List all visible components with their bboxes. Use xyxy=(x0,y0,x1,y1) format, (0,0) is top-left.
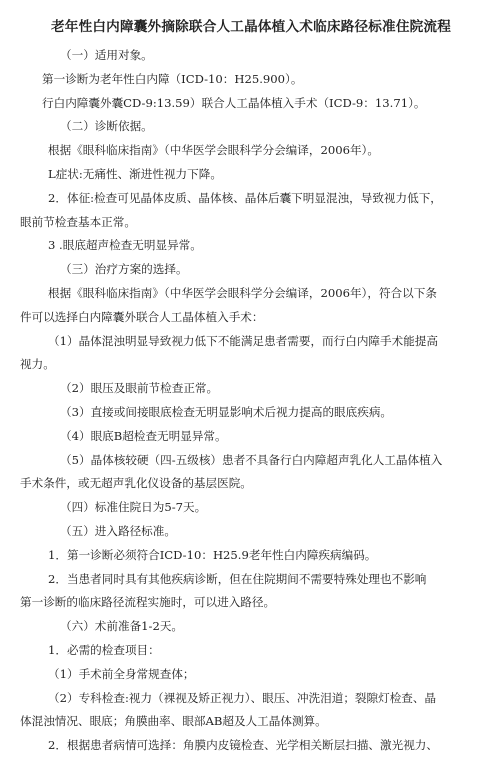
paragraph-line: 根据《眼科临床指南》（中华医学会眼科学分会编译，2006年），符合以下条 xyxy=(48,285,437,300)
list-item: （5）晶体核较硬（四-五级核）患者不具备行白内障超声乳化人工晶体植入 xyxy=(60,452,443,467)
paragraph-line: 第一诊断的临床路径流程实施时，可以进入路径。 xyxy=(20,595,276,610)
section-heading: （四）标准住院日为5-7天。 xyxy=(60,500,207,515)
list-item: （1）手术前全身常规查体； xyxy=(48,666,195,681)
paragraph-line: L症状:无痛性、渐进性视力下降。 xyxy=(48,166,222,181)
paragraph-line: 视力。 xyxy=(20,357,55,372)
paragraph-line: 根据《眼科临床指南》（中华医学会眼科学分会编译，2006年）。 xyxy=(48,143,379,158)
list-item: （4）眼底B超检查无明显异常。 xyxy=(60,428,227,443)
paragraph-line: 体混浊情况、眼底；角膜曲率、眼部AB超及人工晶体测算。 xyxy=(20,714,327,729)
paragraph-line: 2．当患者同时具有其他疾病诊断，但在住院期间不需要特殊处理也不影响 xyxy=(48,571,427,586)
paragraph-line: 行白内障囊外囊CD-9:13.59）联合人工晶体植入手术（ICD-9：13.71）。 xyxy=(42,95,426,110)
section-heading: （一）适用对象。 xyxy=(60,48,153,62)
paragraph-line: 件可以选择白内障囊外联合人工晶体植入手术： xyxy=(20,309,264,324)
section-heading: （五）进入路径标准。 xyxy=(60,523,176,538)
list-item: （3）直接或间接眼底检查无明显影响术后视力提高的眼底疾病。 xyxy=(60,404,393,419)
paragraph-line: 2．体征:检查可见晶体皮质、晶体核、晶体后囊下明显混浊，导致视力低下， xyxy=(48,190,442,205)
list-item: （2）眼压及眼前节检查正常。 xyxy=(60,381,219,396)
paragraph-line: 眼前节检查基本正常。 xyxy=(20,214,136,229)
list-item: （2）专科检查:视力（裸视及矫正视力）、眼压、冲洗泪道；裂隙灯检查、晶 xyxy=(48,690,437,705)
paragraph-line: 1．第一诊断必须符合ICD-10：H25.9老年性白内障疾病编码。 xyxy=(48,547,377,562)
paragraph-line: （1）晶体混浊明显导致视力低下不能满足患者需要，而行白内障手术能提高 xyxy=(48,333,438,348)
document-title: 老年性白内障囊外摘除联合人工晶体植入术临床路径标准住院流程 xyxy=(50,19,452,35)
paragraph-line: 2．根据患者病情可选择：角膜内皮镜检查、光学相关断层扫描、激光视力、 xyxy=(48,738,438,753)
section-heading: （六）术前准备1-2天。 xyxy=(60,619,184,634)
paragraph-line: 3 .眼底超声检查无明显异常。 xyxy=(48,238,202,253)
document-body xyxy=(20,44,482,758)
paragraph-line: 第一诊断为老年性白内障（ICD-10：H25.900）。 xyxy=(42,71,303,86)
paragraph-line: 手术条件，或无超声乳化仪设备的基层医院。 xyxy=(20,476,252,491)
section-heading: （三）治疗方案的选择。 xyxy=(60,262,188,277)
section-heading: （二）诊断依据。 xyxy=(60,119,153,134)
paragraph-line: 1．必需的检查项目： xyxy=(48,642,160,657)
